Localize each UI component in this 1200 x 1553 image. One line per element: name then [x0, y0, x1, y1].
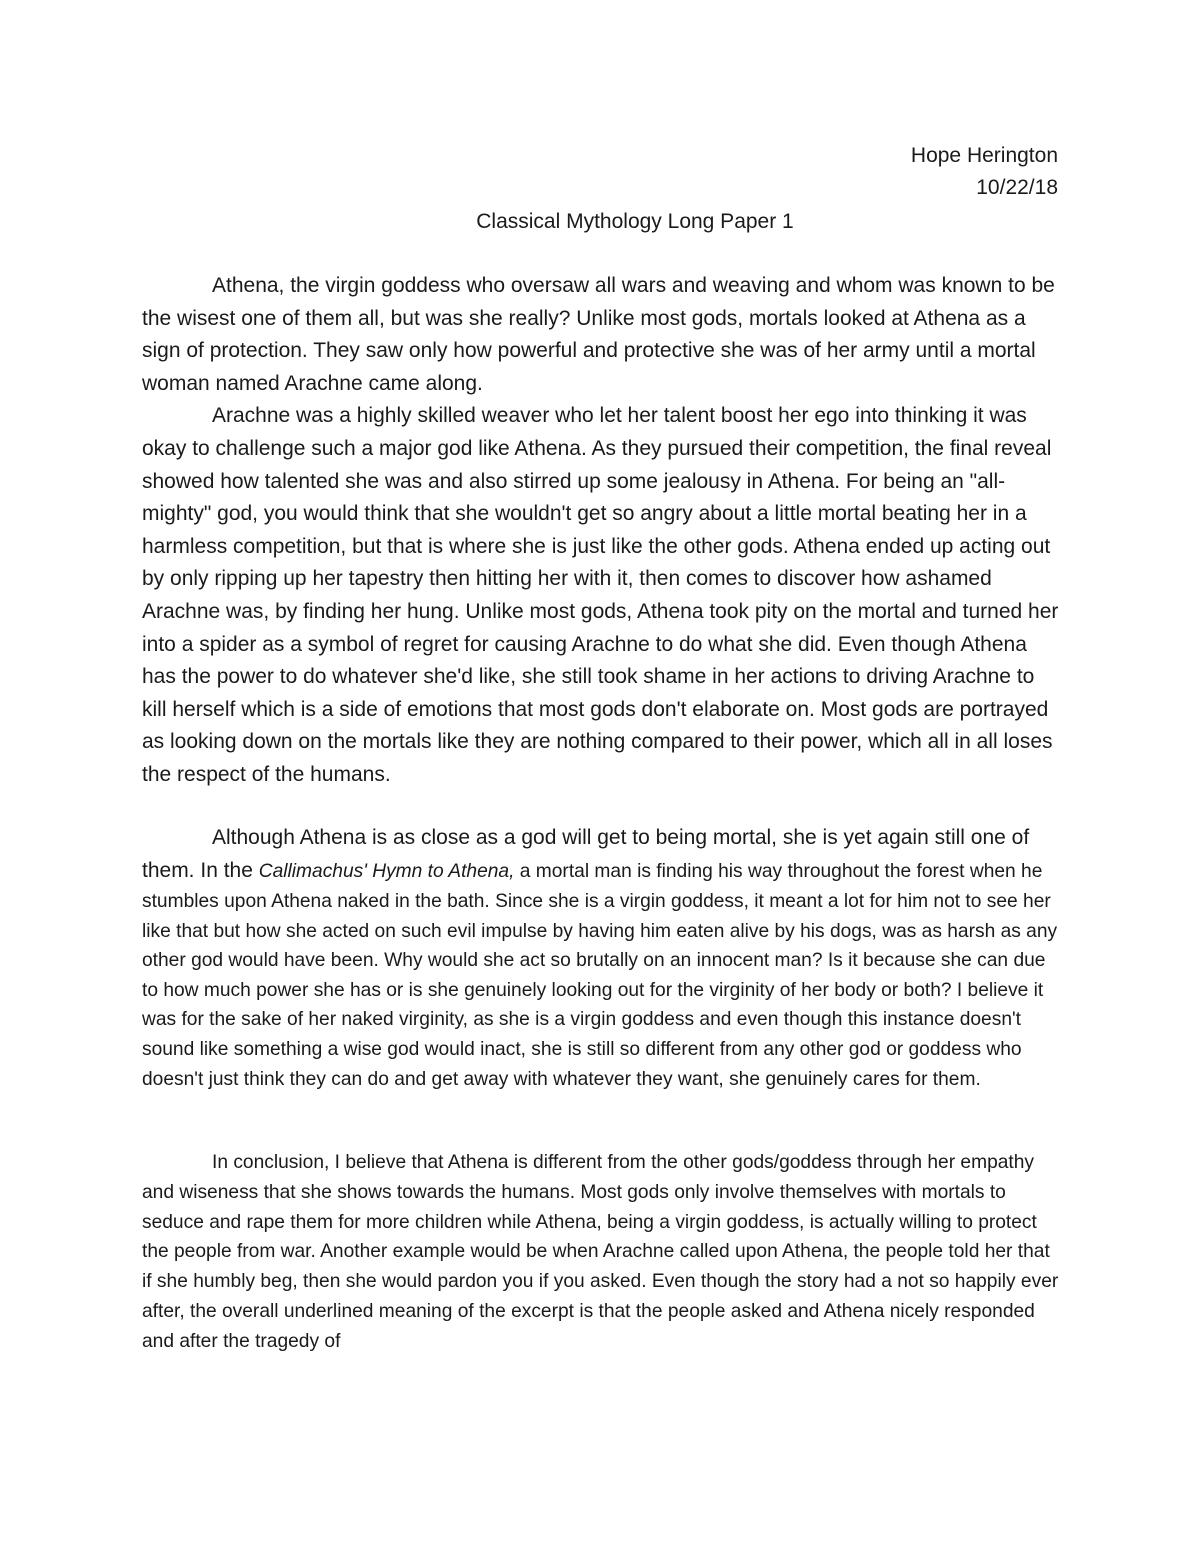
paragraph-4: In conclusion, I believe that Athena is different from the other gods/goddess through her empathy and wiseness that she shows towards the humans. Most gods only involve themselves with mortals to seduce and rape them for more children while Athena, being a virgin goddess, is actually willing to protect the people from war. Another example would be when Arachne called upon Athena, the people told her that if she humbly beg, then she would pardon you if you asked. Even though the story had a not so happily ever after, the overall underlined meaning of the excerpt is that the people asked and Athena nicely responded and after the tragedy of	[142, 1152, 1059, 1352]
paragraph-3-start: Although Athena is as close as a god will get to being mortal, she is yet again still one of them. In the	[142, 826, 1030, 882]
body-section-1	[142, 270, 1062, 792]
paragraph-2: Arachne was a highly skilled weaver who let her talent boost her ego into thinking it was okay to challenge such a major god like Athena. As they pursued their competition, the final reveal showed how talented she was and also stirred up some jealousy in Athena. For being an "all-mighty" god, you would think that she wouldn't get so angry about a little mortal beating her in a harmless competition, but that is where she is just like the other gods. Athena ended up acting out by only ripping up her tapestry then hitting her with it, then comes to discover how ashamed Arachne was, by finding her hung. Unlike most gods, Athena took pity on the mortal and turned her into a spider as a symbol of regret for causing Arachne to do what she did. Even though Athena has the power to do whatever she'd like, she still took shame in her actions to driving Arachne to kill herself which is a side of emotions that most gods don't elaborate on. Most gods are portrayed as looking down on the mortals like they are nothing compared to their power, which all in all loses the respect of the humans.	[142, 404, 1059, 786]
paragraph-3-rest: a mortal man is finding his way throughout the forest when he stumbles upon Athena naked in the bath. Since she is a virgin goddess, it meant a lot for him not to see her like that but how she acted on such evil impulse by having him eaten alive by his dogs, was as harsh as any other god would have been. Why would she act so brutally on an innocent man? Is it because she can due to how much power she has or is she genuinely looking out for the virginity of her body or both? I believe it was for the sake of her naked virginity, as she is a virgin goddess and even though this instance doesn't sound like something a wise god would inact, she is still so different from any other god or goddess who doesn't just think they can do and get away with whatever they want, she genuinely cares for them.	[142, 861, 1058, 1090]
body-section-2	[142, 821, 1062, 1094]
paragraph-3-citation: Callimachus' Hymn to Athena,	[258, 861, 515, 882]
paper-date: 10/22/18	[976, 176, 1058, 199]
paper-title: Classical Mythology Long Paper 1	[476, 210, 794, 233]
body-section-3	[142, 1148, 1062, 1357]
paragraph-1: Athena, the virgin goddess who oversaw all wars and weaving and whom was known to be the wisest one of them all, but was she really? Unlike most gods, mortals looked at Athena as a sign of protection. They saw only how powerful and protective she was of her army until a mortal woman named Arachne came along.	[142, 274, 1055, 395]
author-name: Hope Herington	[910, 144, 1058, 167]
paragraph-3	[142, 821, 1062, 1094]
